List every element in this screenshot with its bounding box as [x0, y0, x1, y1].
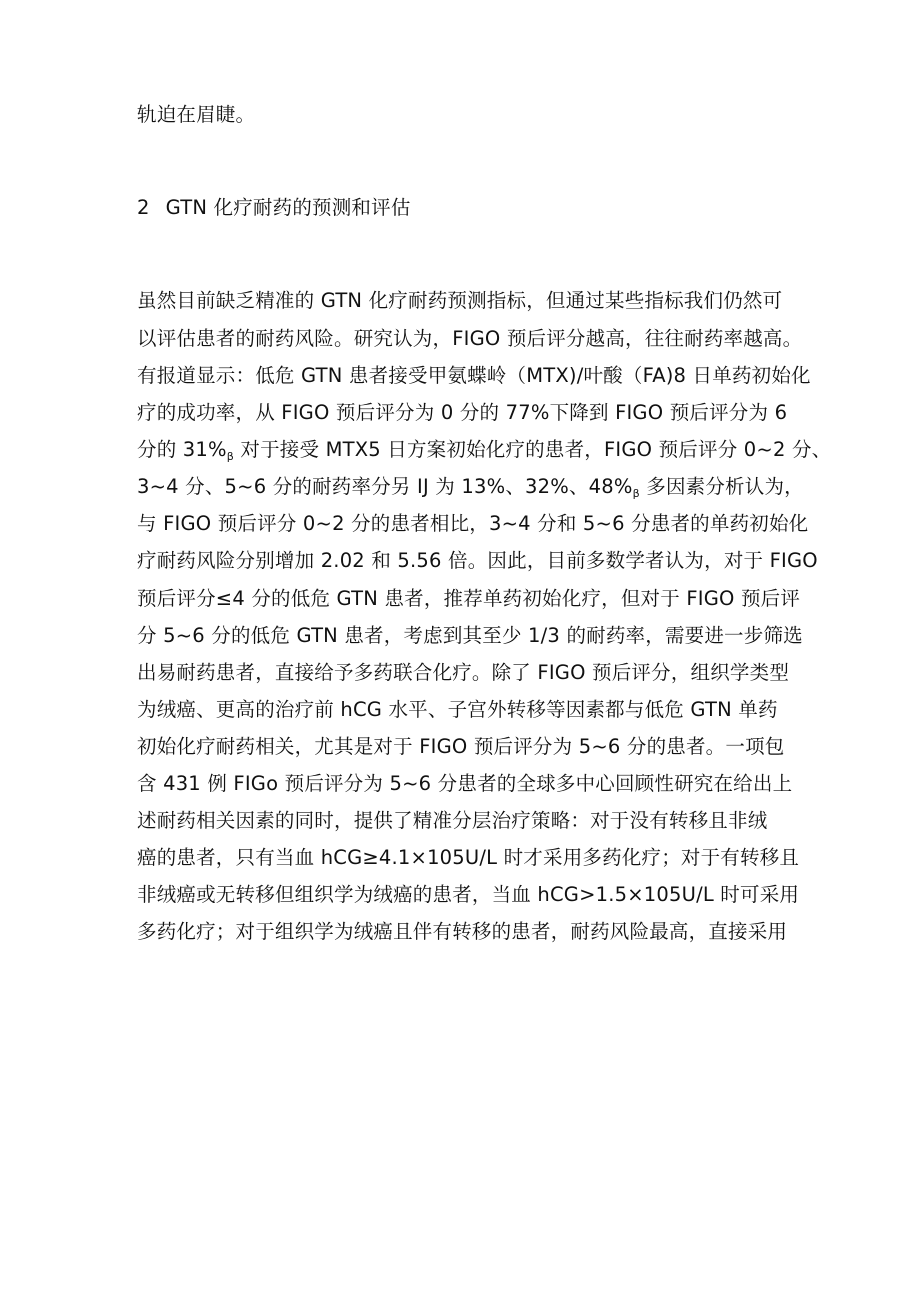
- subscript-beta: β: [226, 450, 234, 463]
- text-run: 分的 31%: [137, 438, 227, 461]
- paragraph-line: 出易耐药患者，直接给予多药联合化疗。除了 FIGO 预后评分，组织学类型: [137, 661, 790, 684]
- text-run: 3~4 分、5~6 分的耐药率分另 IJ 为 13%、32%、48%: [137, 475, 633, 498]
- paragraph-line: 与 FIGO 预后评分 0~2 分的患者相比，3~4 分和 5~6 分患者的单药初始化: [137, 512, 809, 535]
- paragraph-line: [137, 475, 804, 506]
- paragraph-line: 分 5~6 分的低危 GTN 患者，考虑到其至少 1/3 的耐药率，需要进一步筛选: [137, 624, 803, 647]
- continuation-text: 轨迫在眉睫。: [137, 103, 256, 126]
- paragraph-line: [137, 438, 831, 469]
- paragraph-line: 初始化疗耐药相关，尤其是对于 FIGO 预后评分为 5~6 分的患者。一项包: [137, 735, 785, 758]
- subscript-beta: β: [632, 487, 640, 500]
- text-run: 对于接受 MTX5 日方案初始化疗的患者，FIGO 预后评分 0~2 分、: [233, 438, 832, 461]
- paragraph-line: 疗耐药风险分别增加 2.02 和 5.56 倍。因此，目前多数学者认为，对于 FIGO: [137, 549, 818, 572]
- paragraph-line: 多药化疗；对于组织学为绒癌且伴有转移的患者，耐药风险最高，直接采用: [137, 920, 788, 943]
- paragraph-line: 预后评分≤4 分的低危 GTN 患者，推荐单药初始化疗，但对于 FIGO 预后评: [137, 587, 801, 610]
- paragraph-line: 有报道显示：低危 GTN 患者接受甲氨蝶岭（MTX)/叶酸（FA)8 日单药初始化: [137, 364, 811, 387]
- paragraph-line: 虽然目前缺乏精准的 GTN 化疗耐药预测指标，但通过某些指标我们仍然可: [137, 289, 783, 312]
- paragraph-line: 疗的成功率，从 FIGO 预后评分为 0 分的 77%下降到 FIGO 预后评分为 6: [137, 401, 788, 424]
- paragraph-line: 以评估患者的耐药风险。研究认为，FIGO 预后评分越高，往往耐药率越高。: [137, 327, 803, 350]
- paragraph-line: 癌的患者，只有当血 hCG≥4.1×105U/L 时才采用多药化疗；对于有转移且: [137, 846, 800, 869]
- paragraph-line: 述耐药相关因素的同时，提供了精准分层治疗策略：对于没有转移且非绒: [137, 809, 768, 832]
- paragraph-line: 含 431 例 FIGo 预后评分为 5~6 分患者的全球多中心回顾性研究在给出上: [137, 772, 793, 795]
- section-number: 2: [137, 196, 150, 219]
- section-title: GTN 化疗耐药的预测和评估: [165, 196, 411, 219]
- section-heading: [137, 196, 411, 220]
- text-run: 多因素分析认为，: [639, 475, 804, 498]
- paragraph-line: 为绒癌、更高的治疗前 hCG 水平、子宫外转移等因素都与低危 GTN 单药: [137, 698, 778, 721]
- paragraph-line: 非绒癌或无转移但组织学为绒癌的患者，当血 hCG>1.5×105U/L 时可采用: [137, 883, 800, 906]
